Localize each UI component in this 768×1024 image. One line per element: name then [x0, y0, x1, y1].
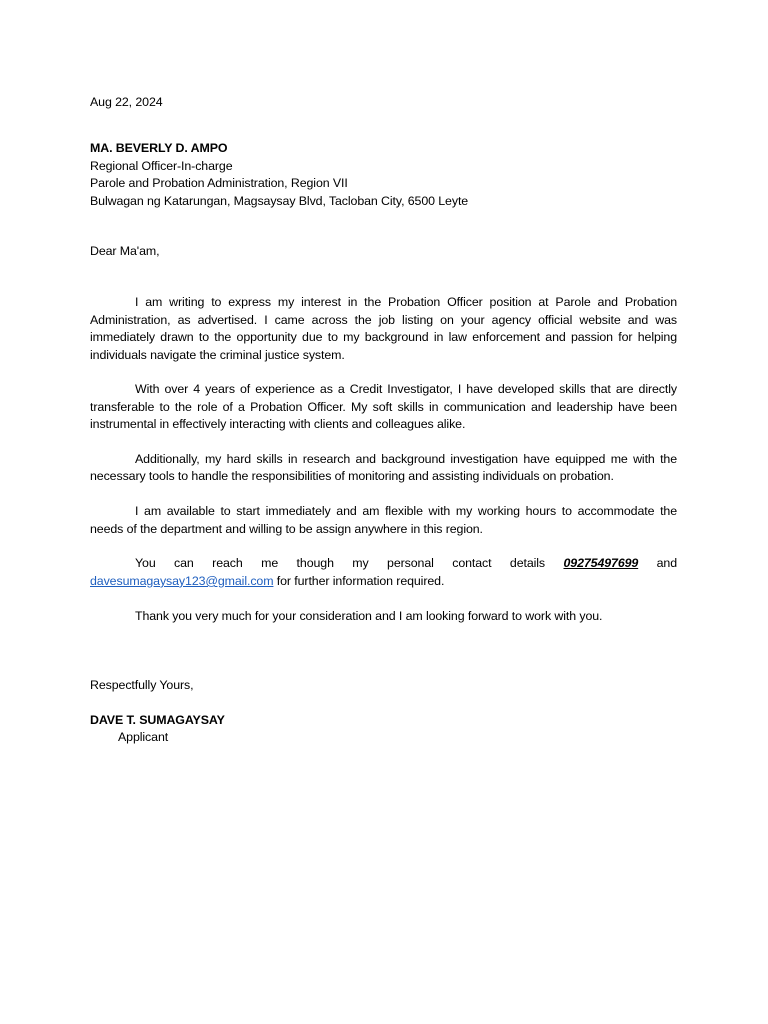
salutation: Dear Ma'am, — [90, 244, 160, 259]
recipient-name: MA. BEVERLY D. AMPO — [90, 141, 228, 156]
contact-prefix: You can reach me though my personal contact details — [135, 556, 564, 571]
recipient-title: Regional Officer-In-charge — [90, 158, 233, 173]
closing: Respectfully Yours, — [90, 678, 194, 693]
signature-name: DAVE T. SUMAGAYSAY — [90, 712, 225, 727]
body-paragraph-skills: Additionally, my hard skills in research and background investigation have equipped me with the necessary tools to handle the responsibilities of monitoring and assisting individuals on probation. — [90, 452, 677, 484]
contact-connector: and — [638, 556, 678, 571]
body-paragraph-thanks: Thank you very much for your consideration and I am looking forward to work with you. — [135, 608, 603, 623]
body-paragraph-intro: I am writing to express my interest in the Probation Officer position at Parole and Probation Administration, as advertised. I came across the job listing on your agency official website and was immediately drawn to the opportunity due to my background in law enforcement and passion for helping individuals navigate the criminal justice system. — [90, 295, 677, 362]
letter-document — [90, 94, 677, 747]
phone-number: 09275497699 — [563, 556, 639, 571]
contact-suffix: for further information required. — [273, 573, 445, 588]
recipient-organization: Parole and Probation Administration, Region VII — [90, 176, 348, 191]
email-link[interactable]: davesumagaysay123@gmail.com — [90, 573, 274, 588]
body-paragraph-contact — [90, 555, 677, 590]
body-paragraph-experience: With over 4 years of experience as a Credit Investigator, I have developed skills that are directly transferable to the role of a Probation Officer. My soft skills in communication and leadership have been instrumental in effectively interacting with clients and colleagues alike. — [90, 382, 677, 432]
letter-date: Aug 22, 2024 — [90, 95, 163, 109]
recipient-address: Bulwagan ng Katarungan, Magsaysay Blvd, Tacloban City, 6500 Leyte — [90, 193, 469, 208]
body-paragraph-availability: I am available to start immediately and am flexible with my working hours to accommodate the needs of the department and willing to be assign anywhere in this region. — [90, 504, 677, 536]
signature-role: Applicant — [118, 730, 169, 745]
recipient-address-block — [90, 140, 677, 210]
